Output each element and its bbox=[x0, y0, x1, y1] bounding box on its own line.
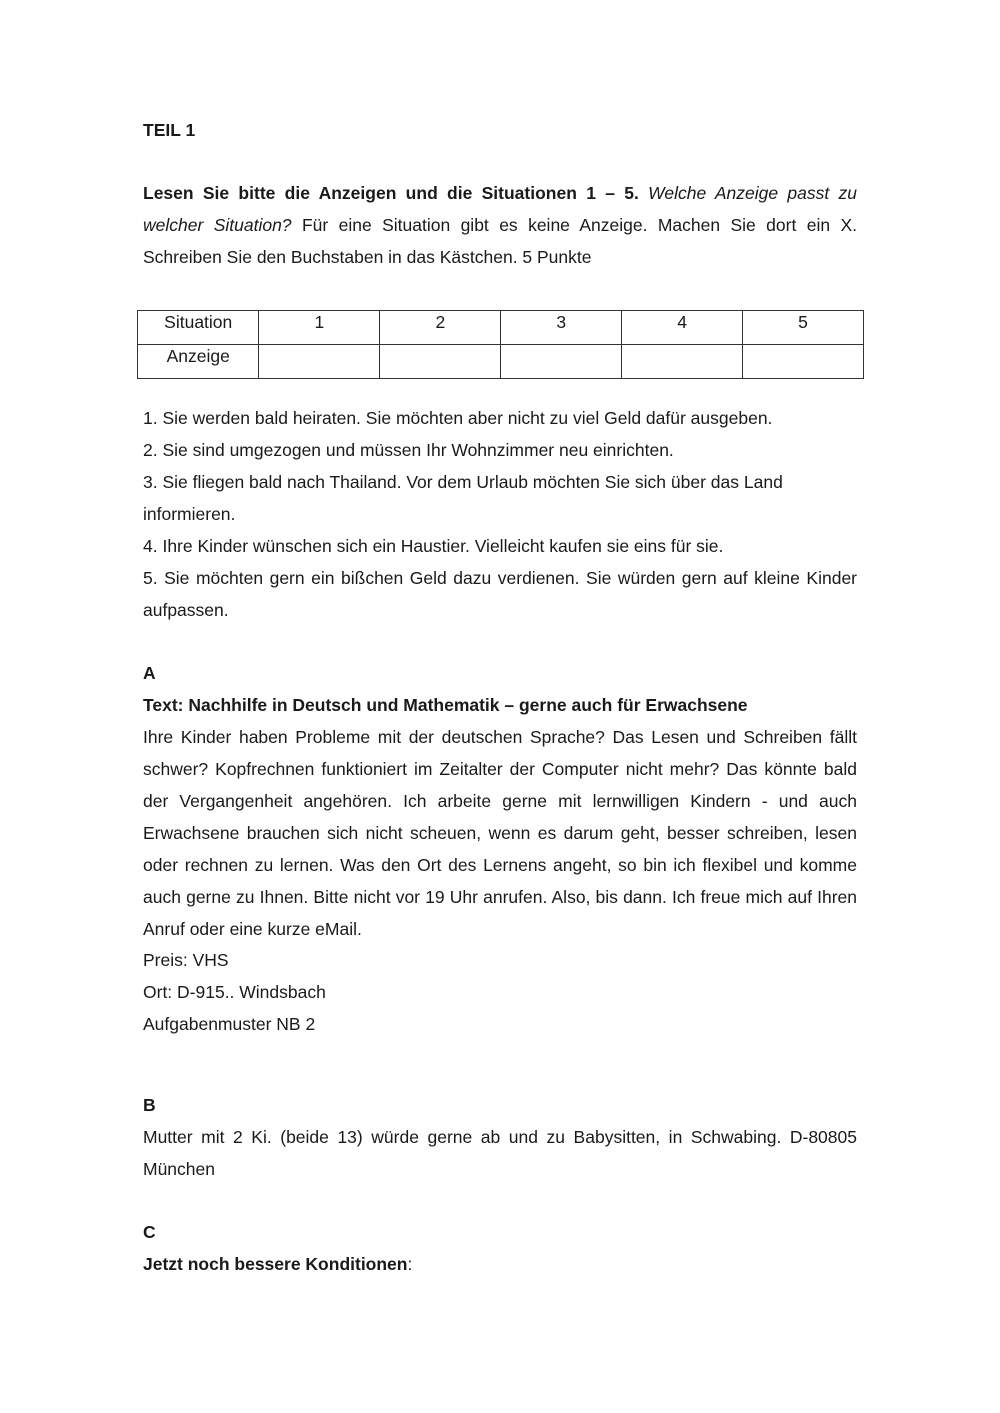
instructions-bold: Lesen Sie bitte die Anzeigen und die Situationen 1 – 5. bbox=[143, 183, 639, 203]
answer-cell-2[interactable] bbox=[380, 345, 501, 379]
answer-table bbox=[137, 310, 864, 379]
ad-a-title: Text: Nachhilfe in Deutsch und Mathematik – gerne auch für Erwachsene bbox=[143, 695, 748, 715]
answer-cell-3[interactable] bbox=[501, 345, 622, 379]
ad-a-muster: Aufgabenmuster NB 2 bbox=[143, 1014, 316, 1034]
ad-a-body: Ihre Kinder haben Probleme mit der deutschen Sprache? Das Lesen und Schreiben fällt schwer? Kopfrechnen funktioniert im Zeitalter der Computer nicht mehr? Das könnte bald der Vergangenheit angehören. Ich arbeite gerne mit lernwilligen Kindern - und auch Erwachsene brauchen sich nicht scheuen, wenn es darum geht, besser schreiben, lesen oder rechnen zu lernen. Was den Ort des Lernens angeht, so bin ich flexibel und komme auch gerne zu Ihnen. Bitte nicht vor 19 Uhr anrufen. Also, bis dann. Ich freue mich auf Ihren Anruf oder eine kurze eMail. bbox=[143, 727, 857, 939]
anzeige-row bbox=[138, 345, 864, 379]
situation-number-5: 5 bbox=[743, 311, 864, 345]
situation-number-2: 2 bbox=[380, 311, 501, 345]
ad-b-body: Mutter mit 2 Ki. (beide 13) würde gerne ab und zu Babysitten, in Schwabing. D-80805 München bbox=[143, 1127, 857, 1179]
situation-item: 1. Sie werden bald heiraten. Sie möchten aber nicht zu viel Geld dafür ausgeben. bbox=[143, 408, 773, 428]
ad-c-letter: C bbox=[143, 1222, 156, 1242]
answer-cell-1[interactable] bbox=[259, 345, 380, 379]
answer-cell-5[interactable] bbox=[743, 345, 864, 379]
situation-item: 3. Sie fliegen bald nach Thailand. Vor dem Urlaub möchten Sie sich über das Land informieren. bbox=[143, 472, 783, 524]
ad-b-letter: B bbox=[143, 1095, 156, 1115]
answer-cell-4[interactable] bbox=[622, 345, 743, 379]
situation-number-1: 1 bbox=[259, 311, 380, 345]
situation-item: 2. Sie sind umgezogen und müssen Ihr Wohnzimmer neu einrichten. bbox=[143, 440, 674, 460]
ad-c-title: Jetzt noch bessere Konditionen bbox=[143, 1254, 408, 1274]
teil-heading: TEIL 1 bbox=[143, 120, 196, 140]
ad-a-ort: Ort: D-915.. Windsbach bbox=[143, 982, 326, 1002]
situation-item: 4. Ihre Kinder wünschen sich ein Haustier. Vielleicht kaufen sie eins für sie. bbox=[143, 536, 724, 556]
situations-list bbox=[143, 402, 857, 626]
ad-a-letter: A bbox=[143, 663, 156, 683]
ad-c-colon: : bbox=[407, 1254, 413, 1274]
instructions bbox=[143, 177, 857, 273]
anzeige-label: Anzeige bbox=[138, 345, 259, 379]
situation-row bbox=[138, 311, 864, 345]
instructions-italic: Welche Anzeige passt zu welcher Situation? bbox=[143, 183, 857, 235]
ad-c-title-line bbox=[143, 1248, 857, 1280]
situation-item: 5. Sie möchten gern ein bißchen Geld dazu verdienen. Sie würden gern auf kleine Kinder aufpassen. bbox=[143, 568, 857, 620]
ad-a-preis: Preis: VHS bbox=[143, 950, 229, 970]
situation-number-4: 4 bbox=[622, 311, 743, 345]
situation-number-3: 3 bbox=[501, 311, 622, 345]
instructions-rest: Für eine Situation gibt es keine Anzeige. Machen Sie dort ein X. Schreiben Sie den Buchstaben in das Kästchen. 5 Punkte bbox=[143, 215, 858, 267]
situation-label: Situation bbox=[138, 311, 259, 345]
